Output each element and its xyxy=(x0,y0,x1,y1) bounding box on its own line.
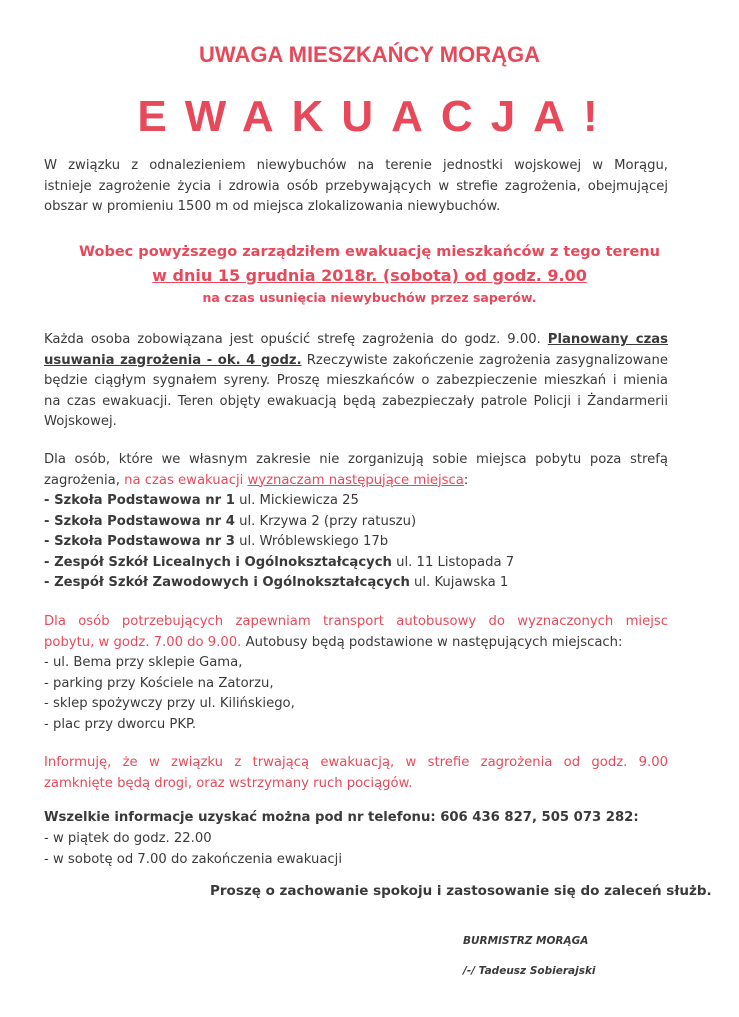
shelter-name: - Szkoła Podstawowa nr 4 xyxy=(44,513,235,529)
signature-name: /-/ Tadeusz Sobierajski xyxy=(463,965,596,977)
shelter-item xyxy=(44,573,674,594)
shelters-paragraph xyxy=(44,450,668,491)
shelter-name: - Zespół Szkół Licealnych i Ogólnokształcących xyxy=(44,554,392,570)
notice-title: UWAGA MIESZKAŃCY MORĄGA xyxy=(199,42,540,67)
shelters-line: Dla osób, które we własnym zakresie nie zorganizują sobie miejsca pobytu poza strefą xyxy=(44,452,668,467)
contact-phones: Wszelkie informacje uzyskać można pod nr telefonu: 606 436 827, 505 073 282: xyxy=(44,810,639,825)
shelter-item xyxy=(44,532,674,553)
transport-line: Dla osób potrzebujących zapewniam transport autobusowy do wyznaczonych miejsc xyxy=(44,614,668,629)
shelters-colon: : xyxy=(463,472,469,488)
shelter-item xyxy=(44,491,674,512)
roads-line: Informuję, że w związku z trwającą ewakuacją, w strefie zagrożenia od godz. 9.00 xyxy=(44,755,668,770)
bus-stop-item: - parking przy Kościele na Zatorzu, xyxy=(44,675,274,691)
closing-request: Proszę o zachowanie spokoju i zastosowanie się do zaleceń służb. xyxy=(210,883,712,899)
decision-purpose: na czas usunięcia niewybuchów przez saperów. xyxy=(202,290,537,305)
roads-paragraph xyxy=(44,753,668,794)
contact-hours-item: - w piątek do godz. 22.00 xyxy=(44,831,212,846)
shelter-name: - Zespół Szkół Zawodowych i Ogólnokształcących xyxy=(44,575,410,590)
decision-line: Wobec powyższego zarządziłem ewakuację mieszkańców z tego terenu xyxy=(79,244,660,260)
shelter-name: - Szkoła Podstawowa nr 3 xyxy=(44,534,235,549)
contact-hours-item: - w sobotę od 7.00 do zakończenia ewakuacji xyxy=(44,851,343,867)
shelters-text: zagrożenia, xyxy=(44,472,125,488)
intro-line: W związku z odnalezieniem niewybuchów na terenie jednostki wojskowej w Morągu, xyxy=(44,158,668,173)
obligation-line: będzie ciągłym sygnałem syreny. Proszę mieszkańców o zabezpieczenie mieszkań i mienia xyxy=(44,373,668,388)
shelter-address: ul. Kujawska 1 xyxy=(409,575,509,590)
shelter-item xyxy=(44,553,674,574)
transport-hours: pobytu, w godz. 7.00 do 9.00. xyxy=(44,634,242,650)
obligation-paragraph xyxy=(44,330,668,433)
roads-line: zamknięte będą drogi, oraz wstrzymany ruch pociągów. xyxy=(44,775,413,791)
shelter-address: ul. Mickiewicza 25 xyxy=(234,493,359,508)
bus-stop-item: - sklep spożywczy przy ul. Kilińskiego, xyxy=(44,696,295,711)
obligation-text: Rzeczywiste zakończenie zagrożenia zasygnalizowane xyxy=(301,352,668,368)
obligation-line: na czas ewakuacji. Teren objęty ewakuacją będą zabezpieczały patrole Policji i Żandarmerii xyxy=(44,393,668,409)
signature-role: BURMISTRZ MORĄGA xyxy=(463,935,589,947)
decision-date: w dniu 15 grudnia 2018r. (sobota) od godz. 9.00 xyxy=(152,266,587,285)
planned-time-value: usuwania zagrożenia - ok. 4 godz. xyxy=(44,352,302,368)
bus-stop-item: - plac przy dworcu PKP. xyxy=(44,716,197,732)
shelters-designation: wyznaczam następujące miejsca xyxy=(247,472,464,488)
obligation-text: Każda osoba zobowiązana jest opuścić strefę zagrożenia do godz. 9.00. xyxy=(44,332,548,347)
bus-stop-list xyxy=(44,653,674,735)
contact-paragraph xyxy=(44,808,668,829)
intro-line: obszar w promieniu 1500 m od miejsca zlokalizowania niewybuchów. xyxy=(44,199,501,214)
shelter-address: ul. Wróblewskiego 17b xyxy=(234,534,389,549)
transport-text: Autobusy będą podstawione w następujących miejscach: xyxy=(241,634,623,650)
evacuation-headline: EWAKUACJA! xyxy=(137,92,616,141)
transport-line xyxy=(44,633,668,654)
contact-hours-list xyxy=(44,829,674,870)
shelter-address: ul. 11 Listopada 7 xyxy=(391,554,515,570)
shelters-line xyxy=(44,471,668,492)
obligation-line xyxy=(44,330,668,351)
obligation-line: Wojskowej. xyxy=(44,414,117,429)
shelter-address: ul. Krzywa 2 (przy ratuszu) xyxy=(234,513,417,529)
shelters-highlight: na czas ewakuacji xyxy=(124,472,248,488)
bus-stop-item: - ul. Bema przy sklepie Gama, xyxy=(44,655,243,670)
intro-paragraph xyxy=(44,156,668,218)
planned-time-label: Planowany czas xyxy=(547,332,668,347)
transport-paragraph xyxy=(44,612,668,653)
intro-line: istnieje zagrożenie życia i zdrowia osób przebywających w strefie zagrożenia, obejmującej xyxy=(44,178,668,194)
shelter-name: - Szkoła Podstawowa nr 1 xyxy=(44,493,235,508)
shelter-item xyxy=(44,512,674,533)
shelter-list xyxy=(44,491,674,594)
obligation-line xyxy=(44,351,668,372)
